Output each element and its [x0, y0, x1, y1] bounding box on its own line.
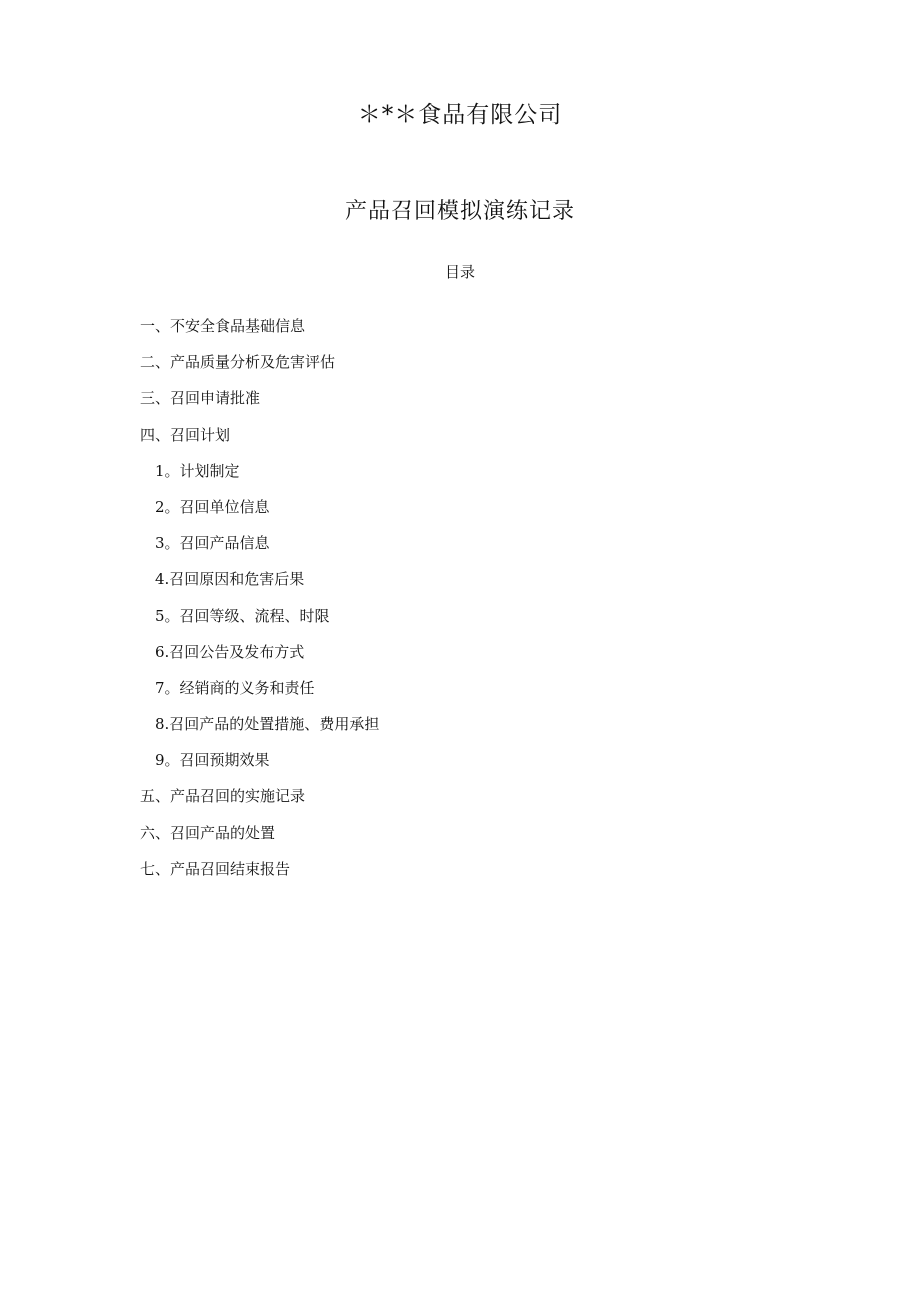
toc-subitem: 9。召回预期效果 [155, 751, 270, 770]
table-of-contents [140, 313, 760, 892]
toc-item: 一、不安全食品基础信息 [140, 317, 306, 335]
toc-item: 二、产品质量分析及危害评估 [140, 353, 336, 372]
toc-subitem: 2。召回单位信息 [155, 497, 270, 516]
company-name: ＊*＊食品有限公司 [357, 102, 563, 128]
toc-subitem: 4.召回原因和危害后果 [155, 570, 305, 589]
toc-subitem: 1。计划制定 [155, 461, 240, 480]
toc-subitem: 3。召回产品信息 [155, 534, 270, 553]
toc-subitem: 5。召回等级、流程、时限 [155, 606, 330, 625]
toc-item: 四、召回计划 [140, 425, 231, 444]
document-title: 产品召回模拟演练记录 [344, 199, 575, 224]
toc-item: 三、召回申请批准 [140, 389, 261, 408]
toc-heading: 目录 [444, 263, 475, 281]
toc-subitem: 8.召回产品的处置措施、费用承担 [155, 715, 380, 734]
toc-subitem: 7。经销商的义务和责任 [155, 678, 315, 697]
toc-item: 五、产品召回的实施记录 [140, 787, 306, 806]
toc-subitem: 6.召回公告及发布方式 [155, 642, 305, 661]
toc-item: 六、召回产品的处置 [140, 823, 276, 842]
toc-item: 七、产品召回结束报告 [140, 859, 291, 878]
